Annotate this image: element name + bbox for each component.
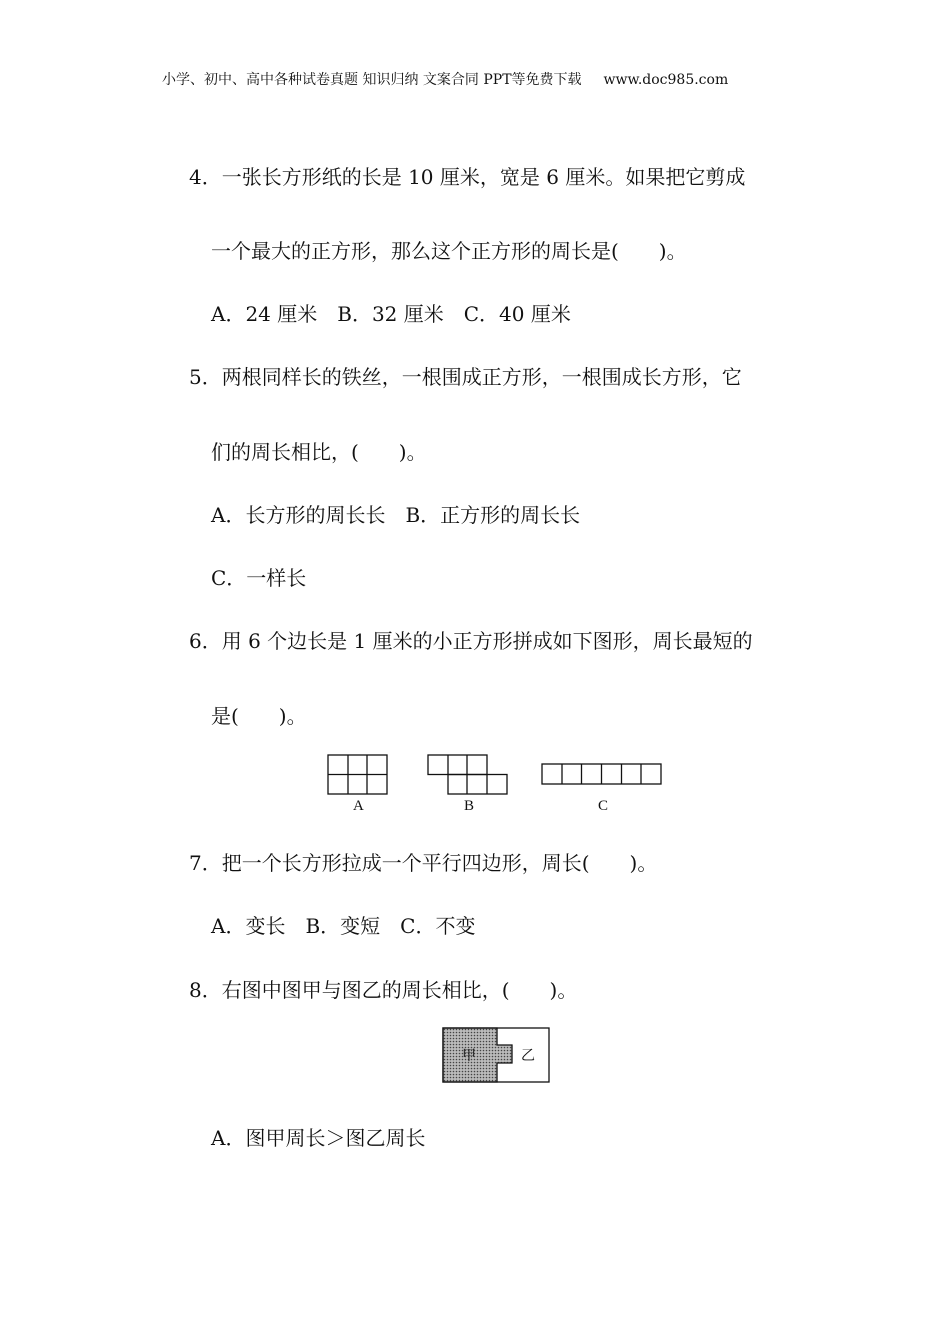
figure-a <box>328 755 387 794</box>
figure-label-c: C <box>598 798 609 814</box>
shape-jia <box>443 1028 512 1082</box>
q8-figure <box>440 1025 555 1087</box>
header-url: www.doc985.com <box>603 72 729 88</box>
label-yi: 乙 <box>521 1049 535 1064</box>
q4-line1: 4．一张长方形纸的长是 10 厘米，宽是 6 厘米。如果把它剪成 <box>189 165 746 189</box>
page-header <box>162 69 728 89</box>
q7-line1: 7．把一个长方形拉成一个平行四边形，周长( )。 <box>189 851 658 875</box>
q7-options: A．变长 B．变短 C．不变 <box>211 914 476 938</box>
q5-options-2: C．一样长 <box>211 566 307 590</box>
q4-options: A．24 厘米 B．32 厘米 C．40 厘米 <box>211 302 571 326</box>
header-text: 小学、初中、高中各种试卷真题 知识归纳 文案合同 PPT等免费下载 <box>162 72 582 88</box>
q6-figures <box>320 745 670 800</box>
q6-line2: 是( )。 <box>211 704 307 728</box>
q4-line2: 一个最大的正方形，那么这个正方形的周长是( )。 <box>211 239 687 263</box>
figure-label-b: B <box>464 798 475 814</box>
q6-line1: 6．用 6 个边长是 1 厘米的小正方形拼成如下图形，周长最短的 <box>189 629 753 653</box>
q5-line1: 5．两根同样长的铁丝，一根围成正方形，一根围成长方形，它 <box>189 365 742 389</box>
q8-option-a: A．图甲周长＞图乙周长 <box>211 1126 426 1150</box>
q5-options-1: A．长方形的周长长 B．正方形的周长长 <box>211 503 581 527</box>
q5-line2: 们的周长相比，( )。 <box>211 440 427 464</box>
q8-line1: 8．右图中图甲与图乙的周长相比，( )。 <box>189 978 578 1002</box>
label-jia: 甲 <box>462 1049 476 1064</box>
figure-label-a: A <box>353 798 364 814</box>
figure-b <box>428 755 507 794</box>
figure-c <box>542 764 661 784</box>
